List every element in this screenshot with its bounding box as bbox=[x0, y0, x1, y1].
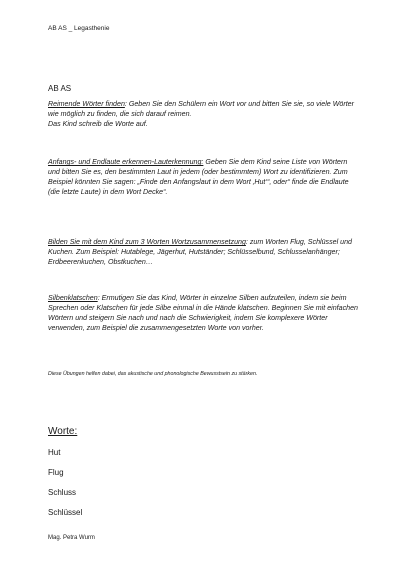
paragraph-text: : Ermutigen Sie das Kind, Wörter in einzelne Silben aufzuteilen, indem sie beim Sprechen oder Klatschen für jede Silbe einmal in die Hände klatschen. Beginnen Sie mit einfachen Wörtern und steigern Sie nach und nach die Schwierigkeit, indem Sie komplexere Wörter verwenden, zum Beispiel die zusammengesetzten Worte von vorher. bbox=[48, 294, 358, 332]
paragraph-extra: Das Kind schreib die Worte auf. bbox=[48, 120, 148, 128]
paragraph-reime bbox=[48, 99, 358, 129]
word-item: Schluss bbox=[48, 488, 77, 497]
paragraph-lead: Reimende Wörter finden bbox=[48, 100, 125, 108]
paragraph-lead: Anfangs- und Endlaute erkennen-Lauterkennung: bbox=[48, 158, 204, 166]
paragraph-silbenklatschen bbox=[48, 293, 358, 333]
paragraph-text: : zum Worten Flug, Schlüssel und Kuchen. Zum Beispiel: Hutablege, Jägerhut, Hutständer; Schlüsselbund, Schlusselanhänger; Erdbeerenkuchen, Obstkuchen… bbox=[48, 238, 352, 266]
page-footer: Mag. Petra Wurm bbox=[48, 535, 95, 541]
footnote: Diese Übungen helfen dabei, das akustische und phonologische Bewusstsein zu stärken. bbox=[48, 371, 258, 377]
paragraph-text: : Geben Sie den Schülern ein Wort vor und bitten Sie sie, so viele Wörter wie möglich zu finden, die sich darauf reimen. bbox=[48, 100, 354, 118]
word-item: Schlüssel bbox=[48, 508, 83, 517]
word-item: Hut bbox=[48, 448, 61, 457]
section-title: AB AS bbox=[48, 84, 72, 93]
words-title: Worte: bbox=[48, 426, 78, 437]
paragraph-lead: Silbenklatschen bbox=[48, 294, 98, 302]
page-header: AB AS _ Legasthenie bbox=[48, 25, 110, 32]
paragraph-text: Geben Sie dem Kind seine Liste von Wörtern und bitten Sie es, den bestimmten Laut in jedem (oder bestimmtem) Wort zu identifizieren. Zum Beispiel könnten Sie sagen: „Finde den Anfangslaut in dem Wort ‚Hut‘“, oder“ finde die Endlaute (die letzte Laute) in dem Wort Decke“. bbox=[48, 158, 349, 196]
paragraph-lead: Bilden Sie mit dem Kind zum 3 Worten Wortzusammensetzung bbox=[48, 238, 246, 246]
word-item: Flug bbox=[48, 468, 64, 477]
paragraph-lauterkennung bbox=[48, 157, 358, 197]
paragraph-wortzusammensetzung bbox=[48, 237, 358, 267]
